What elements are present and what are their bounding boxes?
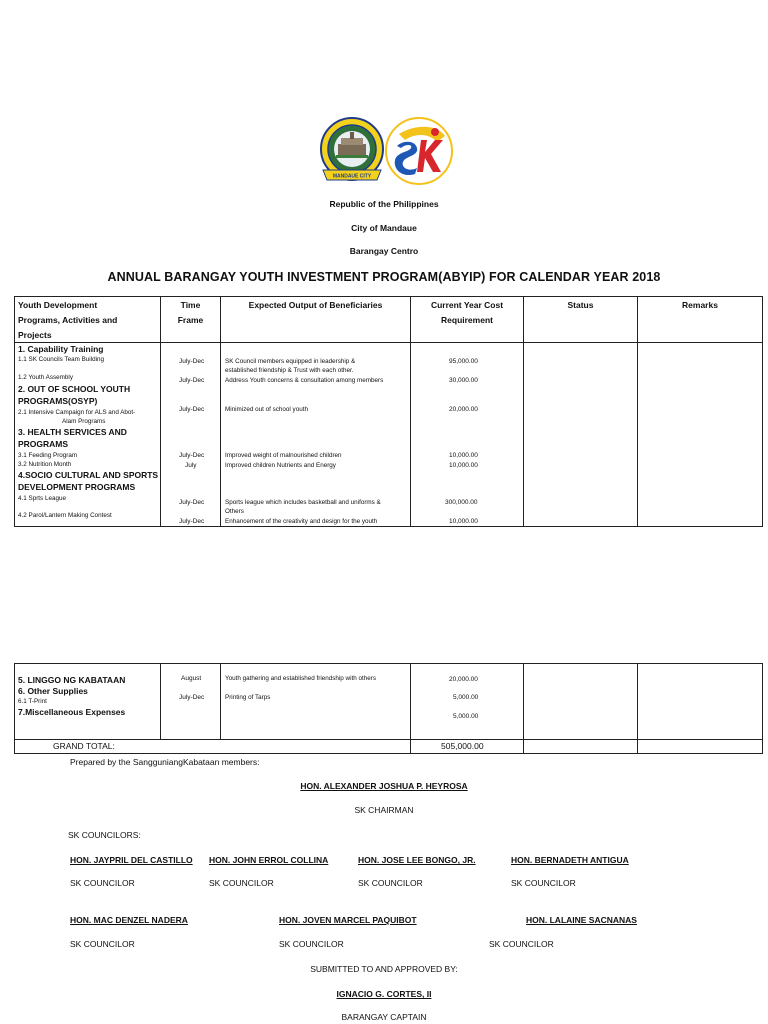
abyip-continuation-table	[14, 663, 763, 754]
programs-header	[15, 297, 161, 343]
expected-output-line: Minimized out of school youth	[225, 406, 308, 413]
republic-line: Republic of the Philippines	[329, 199, 439, 209]
abyip-table	[14, 296, 763, 527]
program-line: 1.2 Youth Assembly	[18, 374, 73, 381]
time-frame-header-l1: Time	[180, 300, 201, 310]
document-title: ANNUAL BARANGAY YOUTH INVESTMENT PROGRAM(ABYIP) FOR CALENDAR YEAR 2018	[107, 270, 661, 284]
councilor-title: SK COUNCILOR	[70, 878, 135, 888]
expected-output-line: Improved children Nutrients and Energy	[225, 462, 336, 469]
cost-value: 10,000.00	[449, 518, 478, 525]
program-line: 7.Miscellaneous Expenses	[18, 707, 126, 717]
grand-total-value: 505,000.00	[441, 741, 484, 751]
programs-header-l3: Projects	[18, 330, 52, 340]
program-line: 1. Capability Training	[18, 344, 104, 354]
councilor-title: SK COUNCILOR	[358, 878, 423, 888]
councilor-name: HON. JOVEN MARCEL PAQUIBOT	[279, 915, 417, 925]
expected-output-cell-2	[221, 664, 411, 740]
councilor-name: HON. JAYPRIL DEL CASTILLO	[70, 855, 193, 865]
program-line: 3.2 Nutrition Month	[18, 461, 72, 468]
program-line: 4.1 Sprts League	[18, 495, 66, 502]
time-frame-header	[161, 297, 221, 343]
city-line: City of Mandaue	[351, 223, 417, 233]
cost-value: 20,000.00	[449, 676, 478, 683]
status-header-text: Status	[567, 300, 594, 310]
program-line: 4.SOCIO CULTURAL AND SPORTS	[18, 470, 159, 480]
councilor-title: SK COUNCILOR	[489, 939, 554, 949]
councilor-name: HON. MAC DENZEL NADERA	[70, 915, 188, 925]
time-frame-value: July-Dec	[179, 452, 205, 459]
expected-output-line: Youth gathering and established friendship with others	[225, 675, 376, 682]
program-line: Alam Programs	[62, 418, 106, 425]
cost-header-l1: Current Year Cost	[430, 300, 504, 310]
cost-header-l2: Requirement	[441, 315, 493, 325]
programs-cell-2	[15, 664, 161, 740]
time-frame-cell	[161, 343, 221, 527]
barangay-line: Barangay Centro	[349, 246, 419, 256]
time-frame-header-l2: Frame	[177, 315, 204, 325]
cost-value: 95,000.00	[449, 358, 478, 365]
expected-output-line: Address Youth concerns & consultation among members	[225, 377, 384, 384]
program-line: 6. Other Supplies	[18, 686, 88, 696]
expected-output-header-text: Expected Output of Beneficiaries	[248, 300, 383, 310]
cost-value: 300,000.00	[445, 499, 478, 506]
councilor-title: SK COUNCILOR	[209, 878, 274, 888]
prepared-by-label: Prepared by the SangguniangKabataan members:	[70, 757, 260, 767]
councilors-label: SK COUNCILORS:	[68, 830, 141, 840]
status-cell-2	[524, 664, 638, 740]
program-line: PROGRAMS(OSYP)	[18, 396, 98, 406]
councilor-name: HON. LALAINE SACNANAS	[526, 915, 637, 925]
time-frame-value: July-Dec	[179, 406, 205, 413]
programs-header-l2: Programs, Activities and	[18, 315, 118, 325]
program-line: 1.1 SK Councils Team Building	[18, 356, 104, 363]
remarks-cell-2	[638, 664, 763, 740]
programs-cell	[15, 343, 161, 527]
program-line: PROGRAMS	[18, 439, 69, 449]
cost-value: 20,000.00	[449, 406, 478, 413]
expected-output-header	[221, 297, 411, 343]
time-frame-value: August	[181, 675, 202, 682]
program-line: 4.2 Parol/Lantern Making Contest	[18, 512, 112, 519]
program-line: 2.1 Intensive Campaign for ALS and Abot-	[18, 409, 136, 416]
program-line: 6.1 T-Print	[18, 698, 47, 705]
barangay-seal-logo	[317, 116, 387, 188]
grand-total-label: GRAND TOTAL:	[53, 741, 115, 751]
cost-value: 5,000.00	[453, 694, 479, 701]
councilor-name: HON. JOSE LEE BONGO, JR.	[358, 855, 476, 865]
grand-total-row	[15, 740, 763, 754]
table-header-row	[15, 297, 763, 343]
expected-output-line: Others	[225, 508, 244, 515]
expected-output-line: SK Council members equipped in leadership &	[225, 358, 356, 365]
cost-cell-2	[411, 664, 524, 740]
remarks-header-text: Remarks	[682, 300, 718, 310]
expected-output-line: established friendship & Trust with each other.	[225, 367, 354, 374]
status-cell	[524, 343, 638, 527]
time-frame-value: July-Dec	[179, 518, 205, 525]
status-header	[524, 297, 638, 343]
sk-logo	[385, 116, 453, 186]
table-body-row	[15, 343, 763, 527]
cost-cell	[411, 343, 524, 527]
program-line: 3.1 Feeding Program	[18, 452, 78, 459]
time-frame-value: July-Dec	[179, 694, 205, 701]
grand-total-status-cell	[524, 740, 638, 754]
cost-header	[411, 297, 524, 343]
expected-output-line: Sports league which includes basketball and uniforms &	[225, 499, 381, 506]
program-line: 5. LINGGO NG KABATAAN	[18, 675, 126, 685]
expected-output-cell	[221, 343, 411, 527]
time-frame-value: July-Dec	[179, 499, 205, 506]
grand-total-remarks-cell	[638, 740, 763, 754]
remarks-cell	[638, 343, 763, 527]
councilor-title: SK COUNCILOR	[511, 878, 576, 888]
councilor-title: SK COUNCILOR	[279, 939, 344, 949]
captain-title: BARANGAY CAPTAIN	[341, 1012, 427, 1022]
expected-output-line: Printing of Tarps	[225, 694, 271, 701]
program-line: 3. HEALTH SERVICES AND	[18, 427, 127, 437]
continuation-body-row	[15, 664, 763, 740]
councilor-name: HON. JOHN ERROL COLLINA	[209, 855, 329, 865]
time-frame-value: July-Dec	[179, 377, 205, 384]
remarks-header	[638, 297, 763, 343]
program-line: DEVELOPMENT PROGRAMS	[18, 482, 136, 492]
chairman-title: SK CHAIRMAN	[354, 805, 414, 815]
cost-value: 10,000.00	[449, 462, 478, 469]
expected-output-line: Enhancement of the creativity and design for the youth	[225, 518, 378, 525]
program-line: 2. OUT OF SCHOOL YOUTH	[18, 384, 131, 394]
grand-total-label-cell	[15, 740, 411, 754]
time-frame-value: July-Dec	[179, 358, 205, 365]
time-frame-value: July	[185, 462, 197, 469]
cost-value: 30,000.00	[449, 377, 478, 384]
grand-total-value-cell	[411, 740, 524, 754]
councilor-title: SK COUNCILOR	[70, 939, 135, 949]
submitted-label: SUBMITTED TO AND APPROVED BY:	[310, 964, 458, 974]
captain-name: IGNACIO G. CORTES, II	[336, 989, 432, 999]
time-frame-cell-2	[161, 664, 221, 740]
expected-output-line: Improved weight of malnourished children	[225, 452, 342, 459]
councilor-name: HON. BERNADETH ANTIGUA	[511, 855, 629, 865]
programs-header-l1: Youth Development	[18, 300, 98, 310]
seal-ribbon-text: MANDAUE CITY	[332, 173, 372, 180]
cost-value: 5,000.00	[453, 713, 479, 720]
chairman-name: HON. ALEXANDER JOSHUA P. HEYROSA	[300, 781, 468, 791]
cost-value: 10,000.00	[449, 452, 478, 459]
